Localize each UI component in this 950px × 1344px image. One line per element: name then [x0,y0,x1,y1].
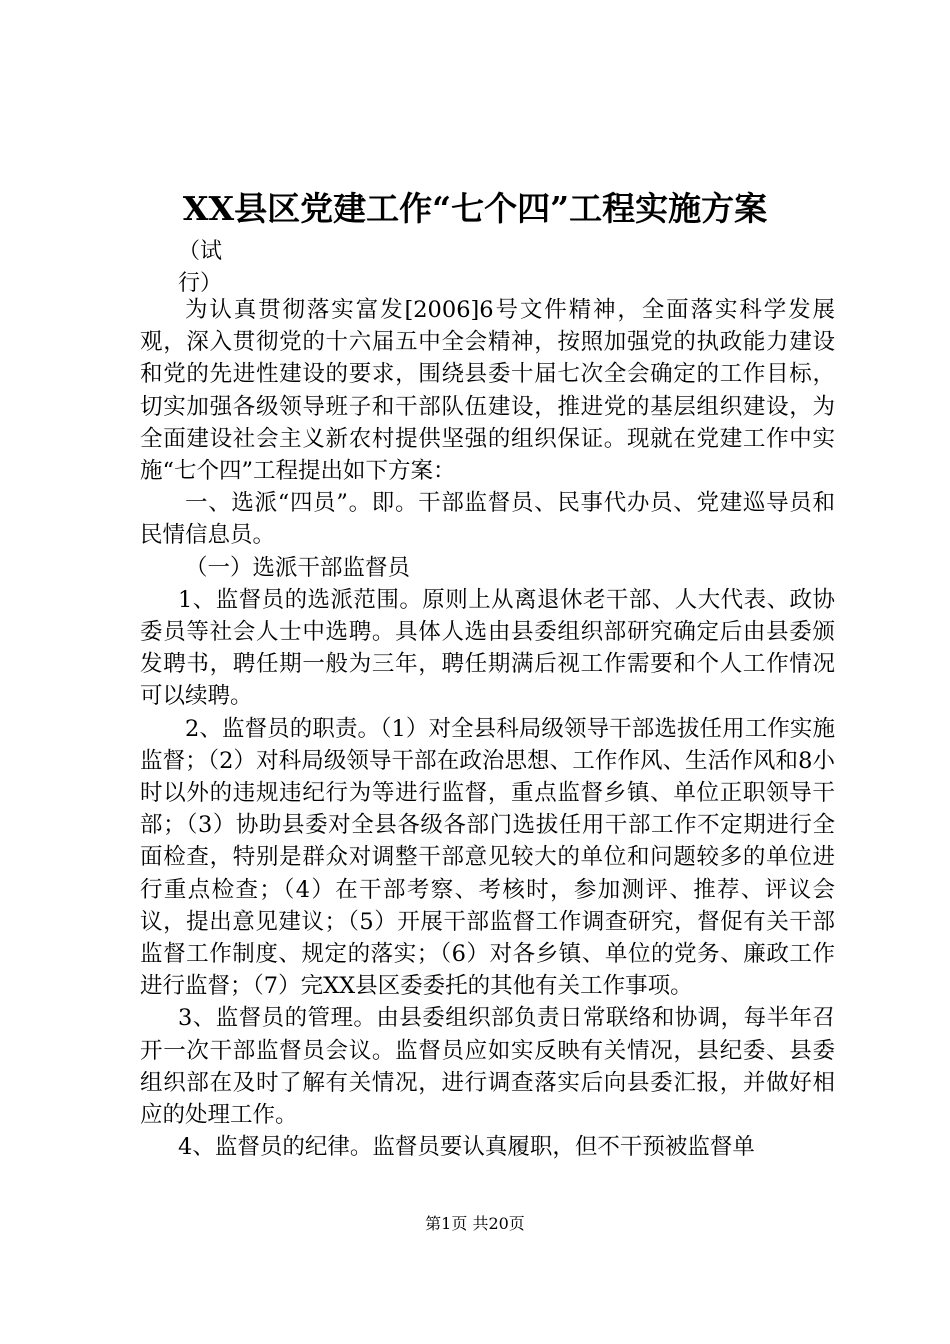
paragraph: 一、选派“四员”。即。干部监督员、民事代办员、党建巡导员和民情信息员。 [140,490,835,549]
paragraph: 1、监督员的选派范围。原则上从离退休老干部、人大代表、政协委员等社会人士中选聘。具体人选由县委组织部研究确定后由县委颁发聘书，聘任期一般为三年，聘任期满后视工作需要和个人工作情况可以续聘。 [140,586,835,710]
document-title: XX县区党建工作“七个四”工程实施方案 [182,189,768,228]
paragraph: 为认真贯彻落实富发[2006]6号文件精神，全面落实科学发展观，深入贯彻党的十六届五中全会精神，按照加强党的执政能力建设和党的先进性建设的要求，围绕县委十届七次全会确定的工作目标，切实加强各级领导班子和干部队伍建设，推进党的基层组织建设，为全面建设社会主义新农村提供坚强的组织保证。现就在党建工作中实施“七个四”工程提出如下方案： [140,297,835,485]
paragraph: 2、监督员的职责。（1）对全县科局级领导干部选拔任用工作实施监督；（2）对科局级领导干部在政治思想、工作作风、生活作风和8小时以外的违规违纪行为等进行监督，重点监督乡镇、单位正职领导干部；（3）协助县委对全县各级各部门选拔任用干部工作不定期进行全面检查，特别是群众对调整干部意见较大的单位和问题较多的单位进行重点检查；（4）在干部考察、考核时，参加测评、推荐、评议会议，提出意见建议；（5）开展干部监督工作调查研究，督促有关干部监督工作制度、规定的落实；（6）对各乡镇、单位的党务、廉政工作进行监督；（7）完XX县区委委托的其他有关工作事项。 [140,715,835,1000]
page-number-footer: 第1页 共20页 [425,1214,525,1233]
document-subnote: （试行） [178,239,223,296]
paragraph: 3、监督员的管理。由县委组织部负责日常联络和协调，每半年召开一次干部监督员会议。监督员应如实反映有关情况，县纪委、县委组织部在及时了解有关情况，进行调查落实后向县委汇报，并做好相应的处理工作。 [140,1005,835,1129]
paragraph: 4、监督员的纪律。监督员要认真履职，但不干预被监督单 [178,1134,755,1161]
document-body [140,294,835,1163]
paragraph: （一）选派干部监督员 [185,554,411,581]
